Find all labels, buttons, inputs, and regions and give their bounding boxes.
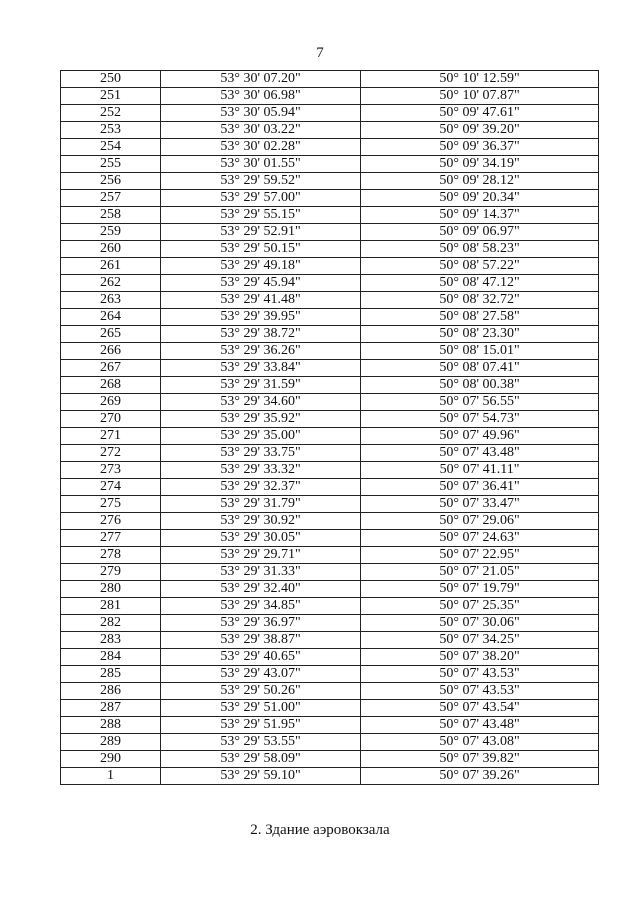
longitude-cell: 50° 07' 43.53" [361, 666, 599, 683]
longitude-cell: 50° 07' 43.48" [361, 445, 599, 462]
point-number-cell: 258 [61, 207, 161, 224]
longitude-cell: 50° 07' 43.53" [361, 683, 599, 700]
longitude-cell: 50° 07' 33.47" [361, 496, 599, 513]
point-number-cell: 267 [61, 360, 161, 377]
longitude-cell: 50° 07' 29.06" [361, 513, 599, 530]
page-number: 7 [316, 45, 324, 61]
table-row [61, 241, 599, 258]
table-row [61, 547, 599, 564]
longitude-cell: 50° 08' 07.41" [361, 360, 599, 377]
latitude-cell: 53° 29' 31.33" [161, 564, 361, 581]
longitude-cell: 50° 07' 25.35" [361, 598, 599, 615]
longitude-cell: 50° 07' 24.63" [361, 530, 599, 547]
table-row [61, 309, 599, 326]
latitude-cell: 53° 30' 02.28" [161, 139, 361, 156]
longitude-cell: 50° 08' 23.30" [361, 326, 599, 343]
longitude-cell: 50° 09' 06.97" [361, 224, 599, 241]
latitude-cell: 53° 29' 31.79" [161, 496, 361, 513]
latitude-cell: 53° 29' 29.71" [161, 547, 361, 564]
longitude-cell: 50° 07' 43.54" [361, 700, 599, 717]
point-number-cell: 269 [61, 394, 161, 411]
longitude-cell: 50° 08' 27.58" [361, 309, 599, 326]
latitude-cell: 53° 29' 49.18" [161, 258, 361, 275]
latitude-cell: 53° 30' 05.94" [161, 105, 361, 122]
point-number-cell: 287 [61, 700, 161, 717]
latitude-cell: 53° 30' 03.22" [161, 122, 361, 139]
table-row [61, 326, 599, 343]
table-row [61, 462, 599, 479]
longitude-cell: 50° 09' 34.19" [361, 156, 599, 173]
latitude-cell: 53° 29' 34.60" [161, 394, 361, 411]
table-row [61, 513, 599, 530]
latitude-cell: 53° 29' 50.15" [161, 241, 361, 258]
latitude-cell: 53° 29' 41.48" [161, 292, 361, 309]
latitude-cell: 53° 29' 43.07" [161, 666, 361, 683]
latitude-cell: 53° 29' 59.52" [161, 173, 361, 190]
longitude-cell: 50° 08' 57.22" [361, 258, 599, 275]
table-row [61, 564, 599, 581]
table-row [61, 581, 599, 598]
latitude-cell: 53° 29' 35.00" [161, 428, 361, 445]
point-number-cell: 259 [61, 224, 161, 241]
table-row [61, 156, 599, 173]
latitude-cell: 53° 29' 38.87" [161, 632, 361, 649]
latitude-cell: 53° 30' 01.55" [161, 156, 361, 173]
point-number-cell: 264 [61, 309, 161, 326]
latitude-cell: 53° 29' 31.59" [161, 377, 361, 394]
point-number-cell: 268 [61, 377, 161, 394]
longitude-cell: 50° 09' 36.37" [361, 139, 599, 156]
latitude-cell: 53° 29' 59.10" [161, 768, 361, 785]
table-row [61, 190, 599, 207]
point-number-cell: 276 [61, 513, 161, 530]
point-number-cell: 283 [61, 632, 161, 649]
latitude-cell: 53° 29' 52.91" [161, 224, 361, 241]
latitude-cell: 53° 29' 55.15" [161, 207, 361, 224]
table-row [61, 683, 599, 700]
table-row [61, 632, 599, 649]
point-number-cell: 284 [61, 649, 161, 666]
table-row [61, 71, 599, 88]
table-row [61, 734, 599, 751]
longitude-cell: 50° 07' 36.41" [361, 479, 599, 496]
latitude-cell: 53° 30' 07.20" [161, 71, 361, 88]
point-number-cell: 251 [61, 88, 161, 105]
longitude-cell: 50° 07' 54.73" [361, 411, 599, 428]
point-number-cell: 282 [61, 615, 161, 632]
table-row [61, 479, 599, 496]
latitude-cell: 53° 29' 45.94" [161, 275, 361, 292]
table-row [61, 751, 599, 768]
table-row [61, 411, 599, 428]
point-number-cell: 256 [61, 173, 161, 190]
table-row [61, 615, 599, 632]
table-row [61, 377, 599, 394]
point-number-cell: 279 [61, 564, 161, 581]
table-row [61, 649, 599, 666]
point-number-cell: 286 [61, 683, 161, 700]
latitude-cell: 53° 29' 30.05" [161, 530, 361, 547]
longitude-cell: 50° 07' 34.25" [361, 632, 599, 649]
latitude-cell: 53° 30' 06.98" [161, 88, 361, 105]
coordinates-table-body [61, 71, 599, 785]
longitude-cell: 50° 07' 22.95" [361, 547, 599, 564]
table-row [61, 496, 599, 513]
longitude-cell: 50° 07' 43.48" [361, 717, 599, 734]
point-number-cell: 281 [61, 598, 161, 615]
table-row [61, 122, 599, 139]
longitude-cell: 50° 08' 32.72" [361, 292, 599, 309]
latitude-cell: 53° 29' 57.00" [161, 190, 361, 207]
longitude-cell: 50° 07' 30.06" [361, 615, 599, 632]
section-heading: 2. Здание аэровокзала [250, 822, 390, 838]
table-row [61, 258, 599, 275]
latitude-cell: 53° 29' 33.84" [161, 360, 361, 377]
longitude-cell: 50° 08' 15.01" [361, 343, 599, 360]
longitude-cell: 50° 09' 47.61" [361, 105, 599, 122]
longitude-cell: 50° 07' 19.79" [361, 581, 599, 598]
table-row [61, 275, 599, 292]
longitude-cell: 50° 10' 07.87" [361, 88, 599, 105]
point-number-cell: 260 [61, 241, 161, 258]
latitude-cell: 53° 29' 36.97" [161, 615, 361, 632]
point-number-cell: 273 [61, 462, 161, 479]
longitude-cell: 50° 07' 56.55" [361, 394, 599, 411]
point-number-cell: 262 [61, 275, 161, 292]
point-number-cell: 254 [61, 139, 161, 156]
latitude-cell: 53° 29' 53.55" [161, 734, 361, 751]
point-number-cell: 280 [61, 581, 161, 598]
table-row [61, 292, 599, 309]
longitude-cell: 50° 07' 49.96" [361, 428, 599, 445]
latitude-cell: 53° 29' 36.26" [161, 343, 361, 360]
point-number-cell: 285 [61, 666, 161, 683]
latitude-cell: 53° 29' 39.95" [161, 309, 361, 326]
point-number-cell: 288 [61, 717, 161, 734]
longitude-cell: 50° 09' 14.37" [361, 207, 599, 224]
latitude-cell: 53° 29' 51.00" [161, 700, 361, 717]
table-row [61, 717, 599, 734]
longitude-cell: 50° 07' 39.82" [361, 751, 599, 768]
longitude-cell: 50° 07' 38.20" [361, 649, 599, 666]
table-row [61, 700, 599, 717]
longitude-cell: 50° 07' 21.05" [361, 564, 599, 581]
point-number-cell: 270 [61, 411, 161, 428]
longitude-cell: 50° 09' 28.12" [361, 173, 599, 190]
point-number-cell: 266 [61, 343, 161, 360]
point-number-cell: 277 [61, 530, 161, 547]
longitude-cell: 50° 10' 12.59" [361, 71, 599, 88]
longitude-cell: 50° 09' 20.34" [361, 190, 599, 207]
point-number-cell: 261 [61, 258, 161, 275]
point-number-cell: 255 [61, 156, 161, 173]
table-row [61, 530, 599, 547]
point-number-cell: 265 [61, 326, 161, 343]
latitude-cell: 53° 29' 33.75" [161, 445, 361, 462]
table-row [61, 428, 599, 445]
point-number-cell: 274 [61, 479, 161, 496]
latitude-cell: 53° 29' 34.85" [161, 598, 361, 615]
table-row [61, 666, 599, 683]
longitude-cell: 50° 09' 39.20" [361, 122, 599, 139]
table-row [61, 139, 599, 156]
table-row [61, 88, 599, 105]
table-row [61, 598, 599, 615]
point-number-cell: 1 [61, 768, 161, 785]
latitude-cell: 53° 29' 50.26" [161, 683, 361, 700]
table-row [61, 207, 599, 224]
table-row [61, 445, 599, 462]
table-row [61, 360, 599, 377]
longitude-cell: 50° 08' 00.38" [361, 377, 599, 394]
longitude-cell: 50° 07' 39.26" [361, 768, 599, 785]
point-number-cell: 272 [61, 445, 161, 462]
table-row [61, 224, 599, 241]
point-number-cell: 290 [61, 751, 161, 768]
latitude-cell: 53° 29' 30.92" [161, 513, 361, 530]
longitude-cell: 50° 07' 41.11" [361, 462, 599, 479]
point-number-cell: 250 [61, 71, 161, 88]
latitude-cell: 53° 29' 33.32" [161, 462, 361, 479]
table-row [61, 768, 599, 785]
point-number-cell: 253 [61, 122, 161, 139]
table-row [61, 105, 599, 122]
point-number-cell: 257 [61, 190, 161, 207]
table-row [61, 173, 599, 190]
latitude-cell: 53° 29' 51.95" [161, 717, 361, 734]
coordinates-table [60, 70, 599, 785]
latitude-cell: 53° 29' 32.40" [161, 581, 361, 598]
longitude-cell: 50° 08' 47.12" [361, 275, 599, 292]
point-number-cell: 271 [61, 428, 161, 445]
point-number-cell: 263 [61, 292, 161, 309]
point-number-cell: 275 [61, 496, 161, 513]
latitude-cell: 53° 29' 35.92" [161, 411, 361, 428]
latitude-cell: 53° 29' 32.37" [161, 479, 361, 496]
longitude-cell: 50° 08' 58.23" [361, 241, 599, 258]
point-number-cell: 289 [61, 734, 161, 751]
table-row [61, 394, 599, 411]
point-number-cell: 252 [61, 105, 161, 122]
latitude-cell: 53° 29' 38.72" [161, 326, 361, 343]
latitude-cell: 53° 29' 40.65" [161, 649, 361, 666]
point-number-cell: 278 [61, 547, 161, 564]
table-row [61, 343, 599, 360]
longitude-cell: 50° 07' 43.08" [361, 734, 599, 751]
latitude-cell: 53° 29' 58.09" [161, 751, 361, 768]
